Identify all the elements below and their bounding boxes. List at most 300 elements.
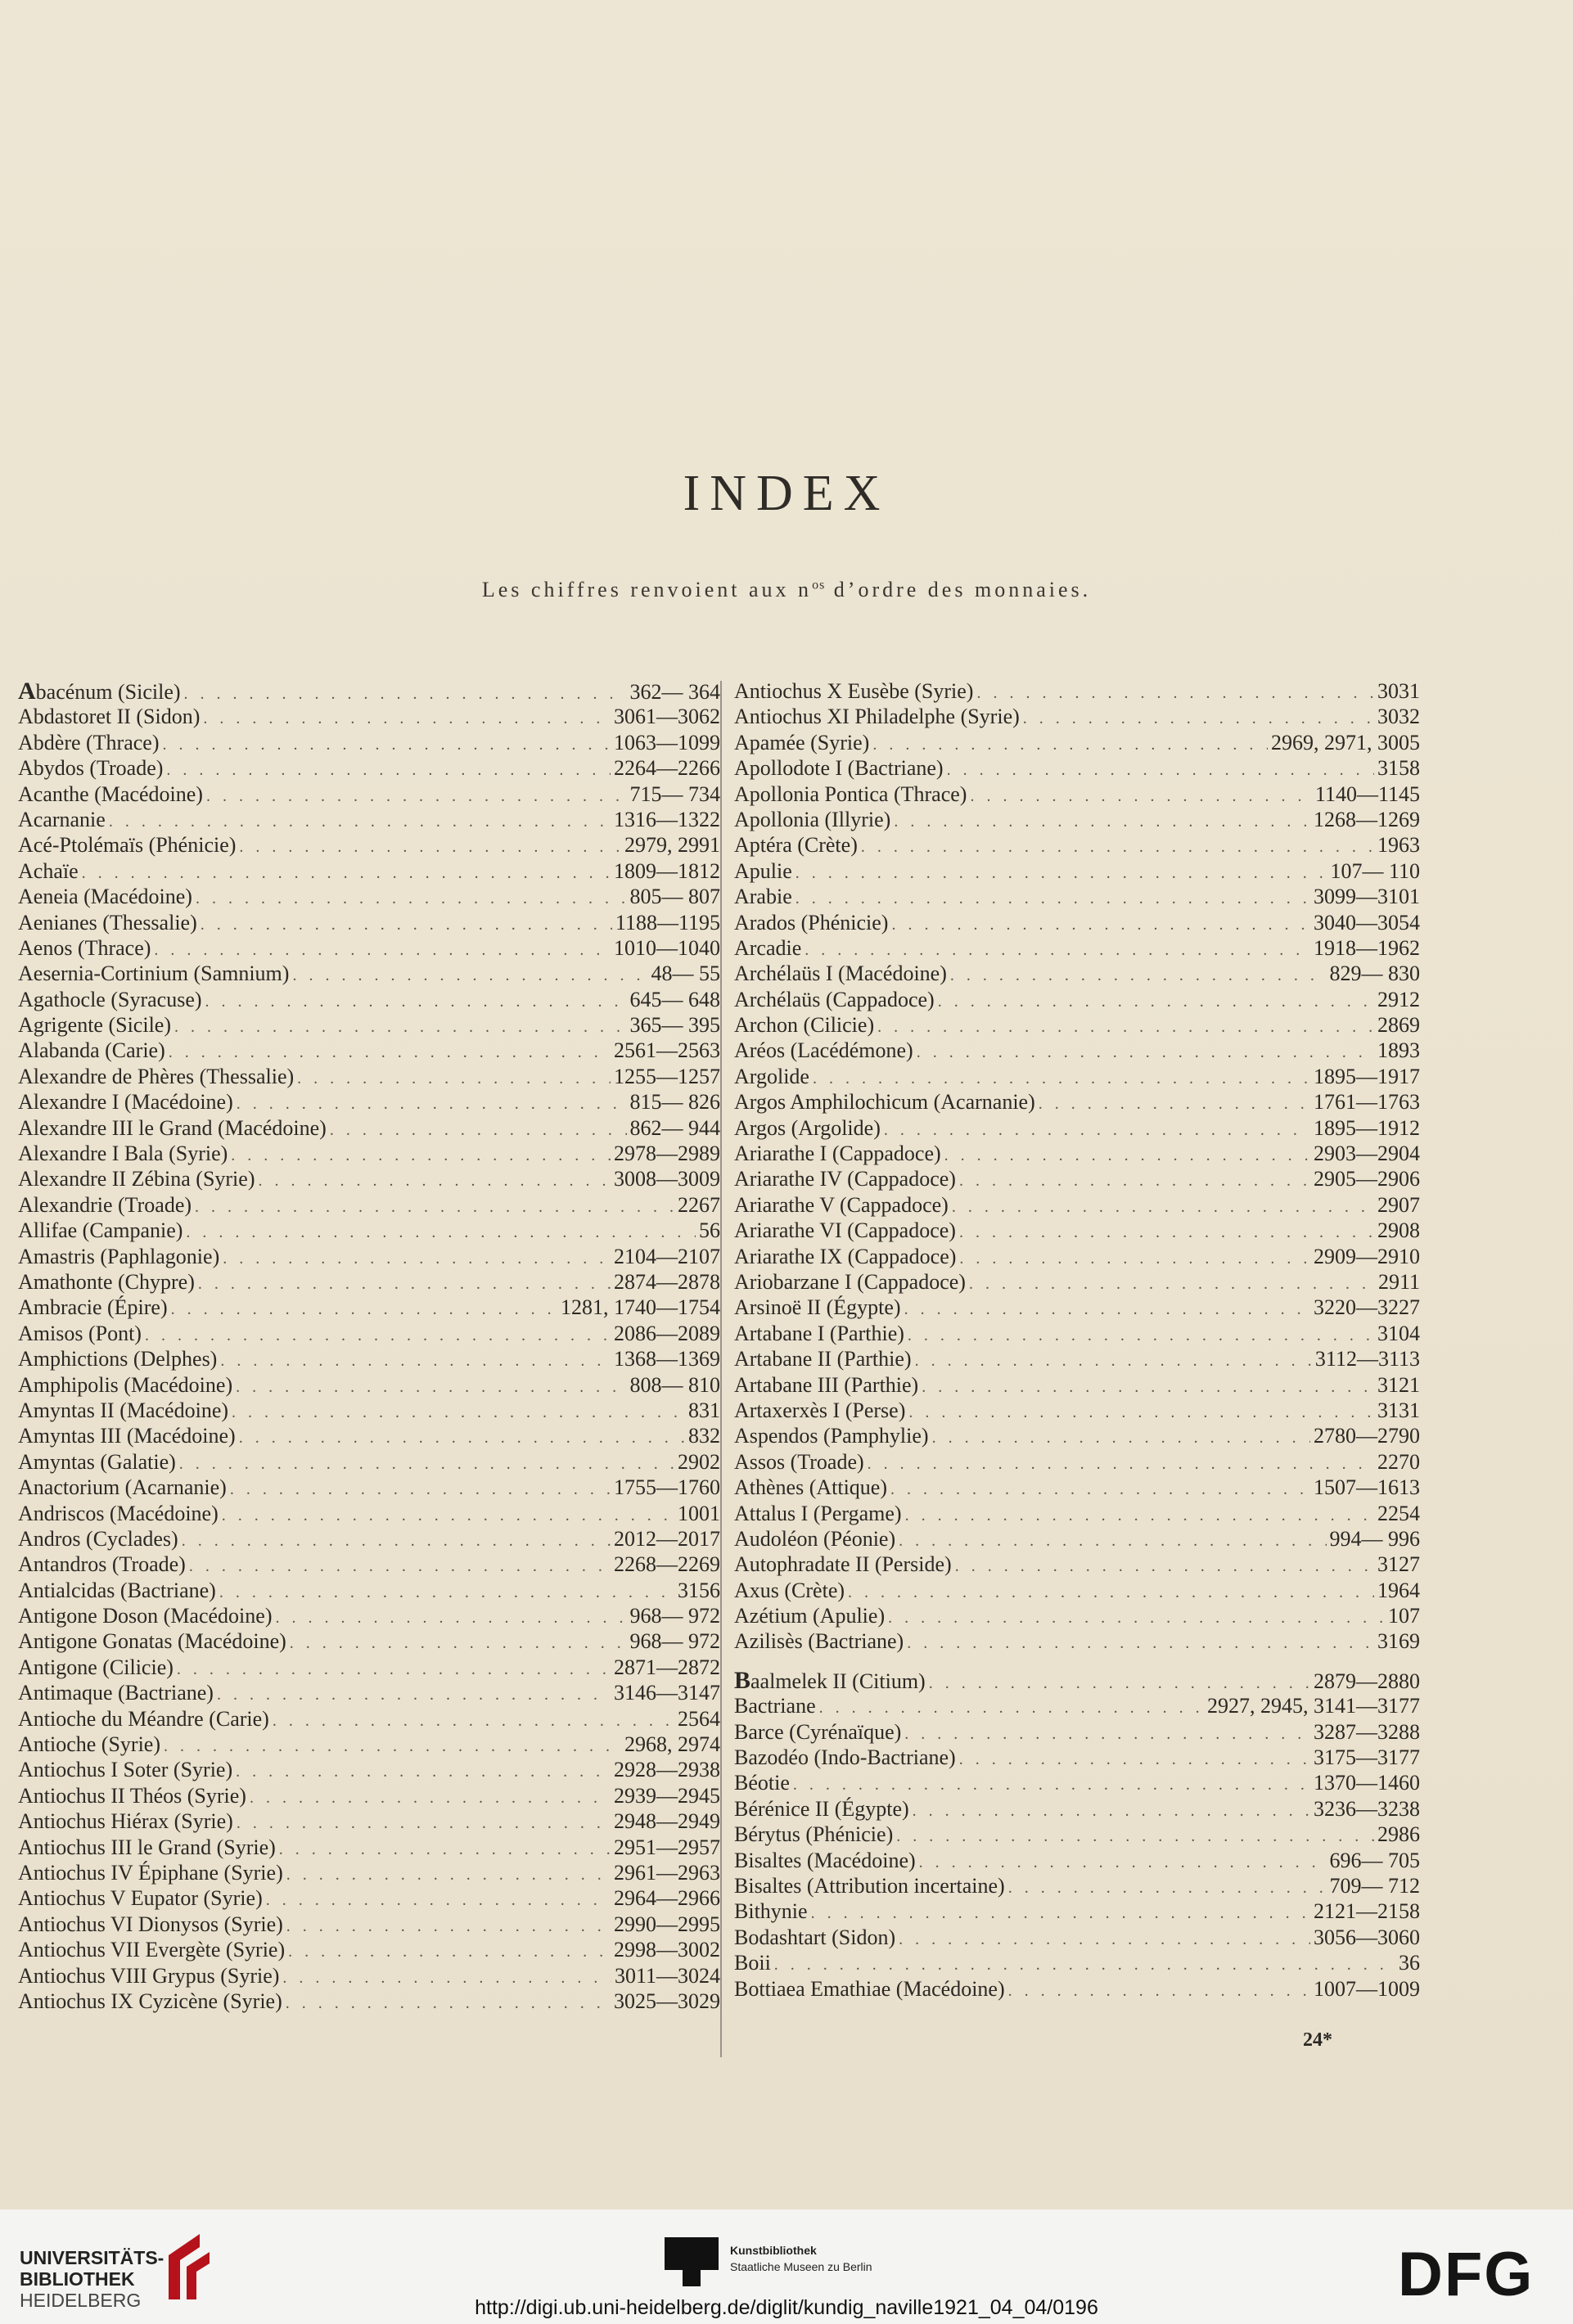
index-entry: [734, 730, 1420, 755]
dot-leader: [223, 1246, 611, 1272]
entry-name: Alexandre III le Grand (Macédoine): [18, 1115, 327, 1140]
entry-name: Arados (Phénicie): [734, 910, 889, 935]
index-entry: [734, 678, 1420, 704]
entry-coin-numbers: 3220—3227: [1314, 1295, 1420, 1320]
dot-leader: [970, 784, 1311, 809]
entry-name: Amyntas (Galatie): [18, 1449, 176, 1474]
index-entry: [18, 1706, 720, 1732]
entry-coin-numbers: 2964—2966: [614, 1886, 720, 1911]
dot-leader: [1008, 1979, 1310, 2004]
index-entry: [734, 1770, 1420, 1795]
entry-name: Archon (Cilicie): [734, 1013, 875, 1038]
entry-name: Bithynie: [734, 1899, 808, 1924]
entry-name: Andros (Cyclades): [18, 1526, 178, 1551]
dot-leader: [222, 1503, 674, 1529]
index-entry: [18, 1012, 720, 1038]
entry-name: Antiochus XI Philadelphe (Syrie): [734, 705, 1020, 729]
index-entry: [734, 1501, 1420, 1526]
index-entry: [734, 910, 1420, 935]
dot-leader: [894, 809, 1310, 835]
entry-coin-numbers: 2104—2107: [614, 1244, 720, 1268]
entry-coin-numbers: 3121: [1377, 1372, 1420, 1397]
entry-name: Acé-Ptolémaïs (Phénicie): [18, 833, 237, 858]
kunstbibliothek-subtitle: Staatliche Museen zu Berlin: [730, 2260, 872, 2273]
dot-leader: [195, 1195, 674, 1220]
dot-leader: [959, 1246, 1310, 1272]
dot-leader: [1008, 1876, 1327, 1901]
index-entry: [734, 1166, 1420, 1191]
kunstbibliothek-logo-icon[interactable]: [665, 2237, 719, 2291]
index-entry: [734, 1848, 1420, 1873]
index-entry: [734, 1628, 1420, 1654]
entry-coin-numbers: 2911: [1377, 1269, 1420, 1294]
entry-coin-numbers: 2978—2989: [614, 1142, 720, 1166]
entry-name: Apollodote I (Bactriane): [734, 756, 944, 781]
entry-coin-numbers: 2969, 2971, 3005: [1271, 730, 1420, 754]
university-name-line: UNIVERSITÄTS-: [20, 2247, 165, 2268]
dot-leader: [819, 1696, 1204, 1721]
entry-coin-numbers: 2879—2880: [1314, 1669, 1420, 1693]
index-entry: [18, 935, 720, 961]
index-entry: [18, 987, 720, 1012]
entry-coin-numbers: 2961—2963: [614, 1860, 720, 1885]
entry-name: Antiochus II Théos (Syrie): [18, 1783, 246, 1808]
dot-leader: [1039, 1092, 1310, 1117]
dot-leader: [813, 1066, 1310, 1092]
index-entry: [18, 1578, 720, 1603]
dot-leader: [206, 784, 627, 809]
entry-name: Argolide: [734, 1064, 809, 1088]
dot-leader: [955, 1554, 1374, 1579]
dot-leader: [297, 1066, 611, 1092]
index-entry: [734, 884, 1420, 909]
entry-coin-numbers: 709— 712: [1329, 1873, 1420, 1898]
index-entry: [18, 1346, 720, 1371]
index-entry: [734, 1372, 1420, 1398]
dot-leader: [282, 1966, 611, 1991]
entry-coin-numbers: 645— 648: [629, 987, 720, 1011]
entry-coin-numbers: 1755—1760: [614, 1475, 720, 1500]
entry-name: Agrigente (Sicile): [18, 1013, 171, 1038]
dot-leader: [330, 1118, 627, 1143]
entry-coin-numbers: 3287—3288: [1314, 1719, 1420, 1744]
index-entry: [734, 1668, 1420, 1693]
entry-name: Antioche du Méandre (Carie): [18, 1706, 269, 1731]
entry-coin-numbers: 2998—3002: [614, 1938, 720, 1962]
entry-name: Antiochus IV Épiphane (Syrie): [18, 1860, 283, 1885]
index-entry: [734, 1449, 1420, 1475]
entry-name: Barce (Cyrénaïque): [734, 1719, 902, 1744]
entry-name: Artabane I (Parthie): [734, 1321, 904, 1345]
index-entry: [734, 1578, 1420, 1603]
index-entry: [18, 832, 720, 858]
index-entry: [734, 1321, 1420, 1346]
page-number: 24*: [1303, 2029, 1332, 2051]
entry-name: Assos (Troade): [734, 1449, 864, 1474]
index-entry: [18, 1423, 720, 1448]
dot-leader: [796, 886, 1310, 912]
dot-leader: [952, 1195, 1374, 1220]
dot-leader: [290, 1631, 627, 1656]
dot-leader: [811, 1901, 1310, 1926]
dot-leader: [237, 1092, 627, 1117]
entry-coin-numbers: 1963: [1377, 833, 1420, 858]
entry-name: Alexandre II Zébina (Syrie): [18, 1167, 255, 1191]
viewer-footer: [0, 2209, 1573, 2324]
entry-coin-numbers: 808— 810: [629, 1372, 720, 1397]
entry-name: Aenos (Thrace): [18, 935, 151, 960]
entry-name: Argos Amphilochicum (Acarnanie): [734, 1090, 1035, 1115]
entry-name: Apollonia Pontica (Thrace): [734, 781, 967, 806]
dot-leader: [288, 1939, 611, 1965]
entry-coin-numbers: 805— 807: [629, 885, 720, 909]
entry-coin-numbers: 1918—1962: [1314, 935, 1420, 960]
entry-coin-numbers: 2928—2938: [614, 1758, 720, 1782]
entry-name: Baalmelek II (Citium): [734, 1666, 926, 1694]
dot-leader: [907, 1631, 1374, 1656]
entry-coin-numbers: 715— 734: [629, 781, 720, 806]
entry-coin-numbers: 2908: [1377, 1218, 1420, 1243]
dot-leader: [917, 1040, 1374, 1065]
dot-leader: [922, 1375, 1374, 1400]
index-entry: [18, 1835, 720, 1860]
entry-name: Autophradate II (Perside): [734, 1552, 952, 1577]
index-entry: [18, 730, 720, 755]
index-entry: [18, 884, 720, 909]
entry-coin-numbers: 1895—1912: [1314, 1115, 1420, 1140]
entry-name: Antimaque (Bactriane): [18, 1681, 214, 1705]
dot-leader: [219, 1580, 674, 1606]
entry-coin-numbers: 3031: [1377, 679, 1420, 703]
entry-coin-numbers: 2264—2266: [614, 756, 720, 781]
index-entry: [734, 1423, 1420, 1448]
entry-name: Anactorium (Acarnanie): [18, 1475, 227, 1500]
entry-coin-numbers: 2986: [1377, 1822, 1420, 1847]
entry-name: Antigone Gonatas (Macédoine): [18, 1629, 286, 1654]
entry-name: Amphictions (Delphes): [18, 1347, 218, 1371]
dot-leader: [896, 1824, 1374, 1849]
entry-name: Alexandre I Bala (Syrie): [18, 1142, 228, 1166]
entry-coin-numbers: 2979, 2991: [624, 833, 720, 858]
entry-coin-numbers: 2268—2269: [614, 1552, 720, 1577]
entry-name: Aréos (Lacédémone): [734, 1038, 913, 1063]
index-entry: [734, 1244, 1420, 1269]
entry-coin-numbers: 2909—2910: [1314, 1244, 1420, 1268]
entry-name: Andriscos (Macédoine): [18, 1501, 219, 1525]
entry-name: Antandros (Troade): [18, 1552, 186, 1577]
entry-coin-numbers: 968— 972: [629, 1604, 720, 1628]
index-entry: [18, 1166, 720, 1191]
entry-name: Amyntas II (Macédoine): [18, 1398, 229, 1422]
entry-coin-numbers: 2948—2949: [614, 1809, 720, 1834]
index-entry: [734, 1603, 1420, 1628]
dot-leader: [861, 835, 1374, 860]
entry-name: Bactriane: [734, 1694, 816, 1718]
entry-name: Antioche (Syrie): [18, 1732, 161, 1757]
entry-coin-numbers: 2121—2158: [1314, 1899, 1420, 1924]
dot-leader: [908, 1400, 1374, 1425]
entry-name: Amathonte (Chypre): [18, 1269, 195, 1294]
entry-name: Apamée (Syrie): [734, 730, 870, 754]
entry-name: Aspendos (Pamphylie): [734, 1424, 929, 1448]
index-entry: [734, 858, 1420, 884]
entry-coin-numbers: 3146—3147: [614, 1681, 720, 1705]
dot-leader: [286, 1991, 611, 2016]
dot-leader: [220, 1349, 611, 1374]
entry-coin-numbers: 2561—2563: [614, 1038, 720, 1063]
entry-coin-numbers: 3032: [1377, 705, 1420, 729]
dot-leader: [904, 1722, 1310, 1747]
entry-name: Antiochus V Eupator (Syrie): [18, 1886, 263, 1911]
entry-coin-numbers: 3104: [1377, 1321, 1420, 1345]
entry-name: Antiochus Hiérax (Syrie): [18, 1809, 233, 1834]
entry-coin-numbers: 2871—2872: [614, 1655, 720, 1679]
index-entry: [18, 1526, 720, 1552]
dot-leader: [171, 1297, 557, 1322]
dot-leader: [915, 1349, 1312, 1374]
entry-name: Archélaüs I (Macédoine): [734, 962, 947, 986]
entry-name: Abacénum (Sicile): [18, 678, 181, 705]
kunstbibliothek-title: Kunstbibliothek: [730, 2244, 817, 2257]
dot-leader: [890, 1477, 1310, 1502]
dot-leader: [174, 1015, 627, 1040]
dot-leader: [908, 1323, 1374, 1349]
entry-coin-numbers: 2951—2957: [614, 1835, 720, 1859]
dot-leader: [891, 912, 1310, 938]
entry-name: Antigone Doson (Macédoine): [18, 1604, 273, 1628]
dot-leader: [932, 1425, 1310, 1451]
entry-coin-numbers: 2968, 2974: [624, 1732, 720, 1757]
entry-name: Argos (Argolide): [734, 1115, 881, 1140]
entry-name: Apollonia (Illyrie): [734, 807, 891, 831]
entry-name: Artabane III (Parthie): [734, 1372, 919, 1397]
entry-coin-numbers: 1316—1322: [614, 807, 720, 831]
index-entry: [18, 858, 720, 884]
entry-coin-numbers: 1370—1460: [1314, 1771, 1420, 1795]
index-entry: [734, 987, 1420, 1012]
dot-leader: [292, 963, 647, 989]
dfg-logo[interactable]: DFG: [1398, 2240, 1535, 2309]
index-entry: [734, 1526, 1420, 1552]
index-entry: [734, 781, 1420, 807]
entry-name: Attalus I (Pergame): [734, 1501, 902, 1525]
dot-leader: [868, 1452, 1374, 1477]
index-entry: [734, 1192, 1420, 1218]
entry-name: Audoléon (Péonie): [734, 1526, 896, 1551]
page-subtitle: [0, 578, 1573, 602]
entry-name: Apulie: [734, 858, 792, 883]
entry-coin-numbers: 1368—1369: [614, 1347, 720, 1371]
dot-leader: [279, 1837, 611, 1862]
entry-name: Artabane II (Parthie): [734, 1347, 912, 1371]
dot-leader: [179, 1452, 674, 1477]
index-column-right: [734, 678, 1420, 2002]
entry-coin-numbers: 1001: [678, 1501, 720, 1525]
entry-name: Aptéra (Crète): [734, 833, 858, 858]
university-logo-icon[interactable]: [160, 2227, 219, 2306]
index-entry: [18, 1475, 720, 1500]
dot-leader: [230, 1477, 611, 1502]
index-entry: [734, 1475, 1420, 1500]
index-entry: [734, 1822, 1420, 1847]
entry-coin-numbers: 862— 944: [629, 1115, 720, 1140]
entry-coin-numbers: 3156: [678, 1578, 720, 1602]
index-entry: [734, 1089, 1420, 1115]
university-name-line: HEIDELBERG: [20, 2290, 142, 2311]
index-entry: [734, 1295, 1420, 1320]
dot-leader: [145, 1323, 611, 1349]
index-entry: [18, 1783, 720, 1808]
index-entry: [734, 1796, 1420, 1822]
entry-coin-numbers: 2905—2906: [1314, 1167, 1420, 1191]
dot-leader: [944, 1143, 1310, 1169]
entry-coin-numbers: 2939—2945: [614, 1783, 720, 1808]
index-entry: [18, 1937, 720, 1962]
index-entry: [18, 1732, 720, 1757]
index-entry: [734, 1038, 1420, 1063]
index-entry: [18, 1372, 720, 1398]
entry-name: Béotie: [734, 1771, 790, 1795]
permalink-url[interactable]: http://digi.ub.uni-heidelberg.de/diglit/kundig_naville1921_04_04/0196: [475, 2296, 1098, 2319]
dot-leader: [872, 732, 1268, 758]
entry-name: Antiochus I Soter (Syrie): [18, 1758, 233, 1782]
entry-coin-numbers: 3040—3054: [1314, 910, 1420, 935]
dot-leader: [947, 758, 1374, 783]
index-entry: [734, 832, 1420, 858]
index-entry: [18, 1398, 720, 1423]
index-entry: [734, 1873, 1420, 1898]
dot-leader: [182, 1529, 611, 1554]
index-entry: [734, 1012, 1420, 1038]
dot-leader: [258, 1169, 611, 1194]
index-entry: [18, 704, 720, 729]
index-entry: [734, 1950, 1420, 1975]
entry-coin-numbers: 2907: [1377, 1192, 1420, 1217]
dot-leader: [273, 1709, 674, 1734]
entry-coin-numbers: 3175—3177: [1314, 1745, 1420, 1770]
entry-name: Antiochus IX Cyzicène (Syrie): [18, 1988, 282, 2013]
entry-name: Arcadie: [734, 935, 802, 960]
entry-name: Archélaüs (Cappadoce): [734, 987, 935, 1011]
entry-coin-numbers: 3099—3101: [1314, 885, 1420, 909]
subtitle-text: Les chiffres renvoient aux n: [481, 578, 813, 601]
dot-leader: [969, 1272, 1375, 1297]
dot-leader: [805, 938, 1310, 963]
dot-leader: [286, 1862, 611, 1888]
entry-name: Bottiaea Emathiae (Macédoine): [734, 1976, 1005, 2001]
entry-coin-numbers: 2254: [1377, 1501, 1420, 1525]
entry-name: Bazodéo (Indo-Bactriane): [734, 1745, 956, 1770]
index-entry: [18, 1115, 720, 1141]
index-entry: [18, 1192, 720, 1218]
entry-name: Aesernia-Cortinium (Samnium): [18, 962, 290, 986]
entry-name: Aeneia (Macédoine): [18, 885, 192, 909]
dot-leader: [198, 1272, 611, 1297]
index-entry: [734, 935, 1420, 961]
index-entry: [18, 755, 720, 781]
entry-coin-numbers: 3008—3009: [614, 1167, 720, 1191]
dot-leader: [888, 1606, 1385, 1631]
entry-name: Acanthe (Macédoine): [18, 781, 203, 806]
entry-name: Abydos (Troade): [18, 756, 164, 781]
entry-coin-numbers: 1188—1195: [615, 910, 720, 935]
index-entry: [18, 1269, 720, 1295]
entry-coin-numbers: 365— 395: [629, 1013, 720, 1038]
index-entry: [18, 910, 720, 935]
index-entry: [734, 704, 1420, 729]
entry-name: Achaïe: [18, 858, 79, 883]
entry-coin-numbers: 3056—3060: [1314, 1925, 1420, 1949]
dot-leader: [239, 1425, 685, 1451]
dot-leader: [177, 1657, 611, 1682]
index-entry: [18, 1218, 720, 1243]
entry-coin-numbers: 831: [688, 1398, 720, 1422]
index-entry: [734, 1115, 1420, 1141]
entry-name: Ariobarzane I (Cappadoce): [734, 1269, 966, 1294]
entry-name: Arsinoë II (Égypte): [734, 1295, 901, 1320]
entry-name: Alabanda (Carie): [18, 1038, 165, 1063]
index-entry: [734, 1976, 1420, 2002]
entry-name: Amisos (Pont): [18, 1321, 142, 1345]
dot-leader: [82, 861, 611, 886]
entry-name: Acarnanie: [18, 807, 106, 831]
dot-leader: [1023, 706, 1374, 732]
column-divider: [720, 681, 722, 2057]
index-entry: [734, 1064, 1420, 1089]
entry-name: Agathocle (Syracuse): [18, 987, 202, 1011]
entry-coin-numbers: 1010—1040: [614, 935, 720, 960]
index-entry: [734, 1693, 1420, 1718]
entry-name: Antigone (Cilicie): [18, 1655, 174, 1679]
entry-name: Arabie: [734, 885, 792, 909]
dot-leader: [237, 1811, 611, 1836]
dot-leader: [266, 1888, 611, 1913]
entry-coin-numbers: 2086—2089: [614, 1321, 720, 1345]
entry-name: Alexandre I (Macédoine): [18, 1090, 233, 1115]
index-entry: [18, 1757, 720, 1782]
entry-coin-numbers: 2903—2904: [1314, 1142, 1420, 1166]
dot-leader: [231, 1143, 611, 1169]
entry-coin-numbers: 1268—1269: [1314, 807, 1420, 831]
dot-leader: [275, 1606, 626, 1631]
index-entry: [734, 1269, 1420, 1295]
dot-leader: [848, 1580, 1374, 1606]
entry-name: Bisaltes (Attribution incertaine): [734, 1873, 1005, 1898]
entry-coin-numbers: 829— 830: [1329, 962, 1420, 986]
index-entry: [18, 807, 720, 832]
index-entry: [18, 1501, 720, 1526]
entry-coin-numbers: 36: [1399, 1951, 1420, 1975]
entry-name: Ariarathe IV (Cappadoce): [734, 1167, 956, 1191]
entry-coin-numbers: 3061—3062: [614, 705, 720, 729]
entry-coin-numbers: 48— 55: [651, 962, 720, 986]
dot-leader: [236, 1375, 626, 1400]
entry-coin-numbers: 56: [699, 1218, 720, 1243]
entry-name: Ariarathe IX (Cappadoce): [734, 1244, 957, 1268]
index-entry: [18, 1449, 720, 1475]
entry-name: Antiochus III le Grand (Syrie): [18, 1835, 276, 1859]
index-entry: [18, 1628, 720, 1654]
index-entry: [18, 1244, 720, 1269]
index-entry: [734, 1218, 1420, 1243]
entry-coin-numbers: 3127: [1377, 1552, 1420, 1577]
university-name-line: BIBLIOTHEK: [20, 2268, 135, 2290]
entry-coin-numbers: 1893: [1377, 1038, 1420, 1063]
entry-name: Amphipolis (Macédoine): [18, 1372, 233, 1397]
entry-coin-numbers: 3169: [1377, 1629, 1420, 1654]
dot-leader: [163, 732, 611, 758]
entry-name: Axus (Crète): [734, 1578, 845, 1602]
